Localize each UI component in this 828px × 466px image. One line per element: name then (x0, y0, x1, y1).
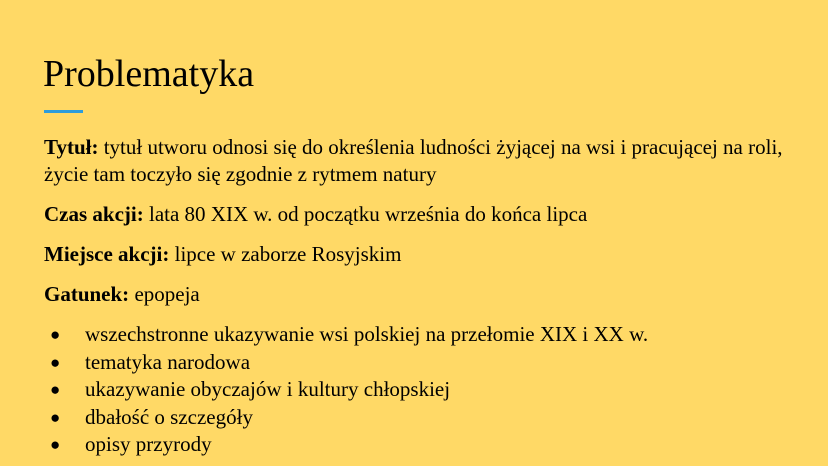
list-item (44, 321, 804, 349)
list-item-text: ukazywanie obyczajów i kultury chłopskiej (85, 377, 451, 401)
paragraph-time-of-action (44, 201, 804, 228)
list-item-text: tematyka narodowa (85, 349, 251, 374)
bullet-list (44, 321, 804, 459)
paragraph-text: lipce w zaborze Rosyjskim (169, 242, 402, 266)
paragraph-text: tytuł utworu odnosi się do określenia ludności żyjącej na wsi i pracującej na roli, życie tam toczyło się zgodnie z rytmem natury (44, 135, 783, 186)
paragraph-label: Gatunek: (44, 282, 130, 306)
bullet-icon: ● (50, 352, 61, 372)
slide-content (44, 134, 804, 459)
paragraph-label: Miejsce akcji: (44, 242, 170, 266)
paragraph-label: Tytuł: (44, 135, 99, 159)
list-item (44, 431, 804, 459)
list-item-text: opisy przyrody (85, 432, 212, 456)
paragraph-title-info (44, 134, 804, 188)
bullet-icon: ● (50, 407, 61, 427)
list-item-text: wszechstronne ukazywanie wsi polskiej na przełomie XIX i XX w. (85, 322, 649, 346)
bullet-icon: ● (50, 380, 61, 399)
paragraph-place-of-action (44, 241, 804, 268)
list-item (44, 349, 804, 377)
paragraph-text: epopeja (129, 282, 200, 306)
bullet-icon: ● (50, 435, 61, 454)
list-item-text: dbałość o szczegóły (85, 404, 253, 429)
paragraph-label: Czas akcji: (44, 202, 144, 226)
list-item (44, 404, 804, 432)
slide-title: Problematyka (43, 53, 255, 95)
list-item (44, 376, 804, 404)
paragraph-text: lata 80 XIX w. od początku września do końca lipca (143, 202, 588, 226)
title-accent-line (44, 110, 83, 113)
paragraph-genre (44, 281, 804, 308)
bullet-icon: ● (50, 325, 61, 344)
